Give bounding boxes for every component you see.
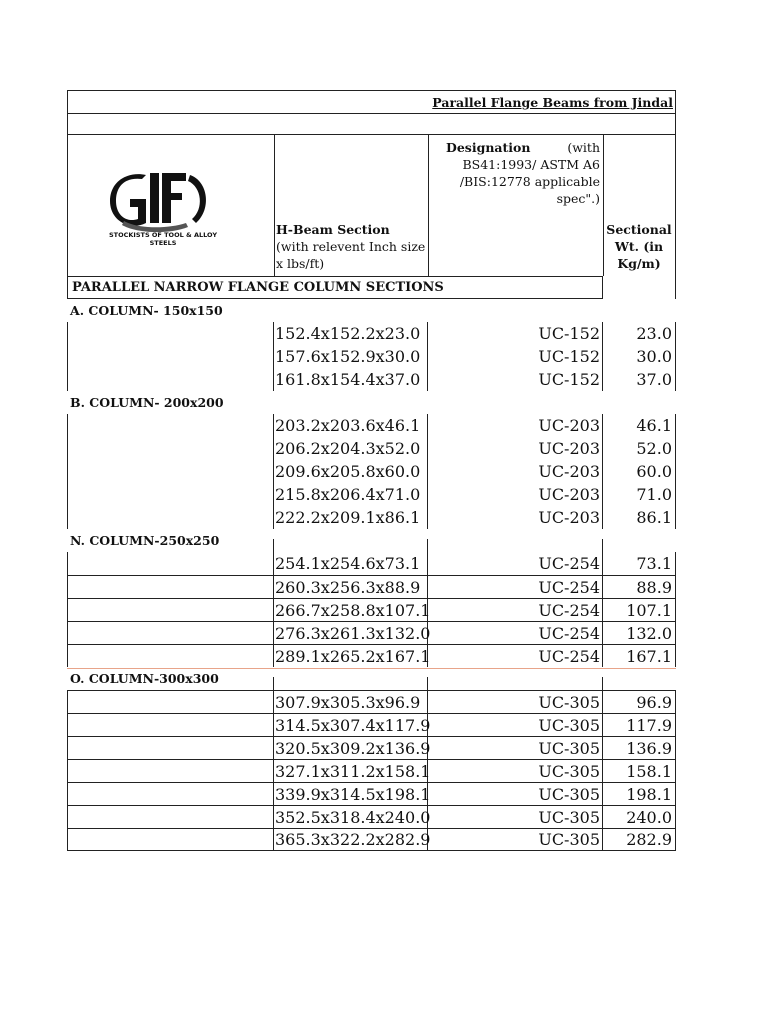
designation-header xyxy=(446,139,600,207)
spreadsheet xyxy=(67,90,676,851)
divider xyxy=(602,576,603,598)
section-size: 266.7x258.8x107.1 xyxy=(275,600,431,620)
sectional-weight: 158.1 xyxy=(626,761,672,781)
section-size: 161.8x154.4x37.0 xyxy=(275,370,421,389)
divider xyxy=(67,599,68,621)
divider xyxy=(602,414,603,437)
divider xyxy=(675,783,676,805)
designation: UC-152 xyxy=(538,370,600,389)
section-size: 215.8x206.4x71.0 xyxy=(275,485,421,504)
divider xyxy=(67,645,68,667)
divider xyxy=(602,714,603,736)
section-size: 157.6x152.9x30.0 xyxy=(275,347,421,366)
designation: UC-203 xyxy=(538,508,600,527)
divider xyxy=(273,414,274,437)
designation: UC-203 xyxy=(538,416,600,435)
table-row xyxy=(67,690,676,713)
divider xyxy=(273,714,274,736)
section-size: 314.5x307.4x117.9 xyxy=(275,715,431,735)
sectional-weight: 71.0 xyxy=(636,485,672,504)
group-label: N. COLUMN-250x250 xyxy=(70,533,220,548)
designation: UC-203 xyxy=(538,462,600,481)
table-row xyxy=(67,506,676,529)
section-size: 339.9x314.5x198.1 xyxy=(275,784,431,804)
divider xyxy=(675,760,676,782)
divider xyxy=(675,322,676,345)
sectional-weight: 30.0 xyxy=(636,347,672,366)
designation: UC-254 xyxy=(538,600,600,620)
sectional-weight: 198.1 xyxy=(626,784,672,804)
section-size: 254.1x254.6x73.1 xyxy=(275,554,421,573)
divider xyxy=(602,783,603,805)
divider xyxy=(427,437,428,460)
section-title-row xyxy=(67,276,676,299)
divider xyxy=(273,483,274,506)
designation: UC-254 xyxy=(538,623,600,643)
divider xyxy=(67,691,68,713)
section-size: 327.1x311.2x158.1 xyxy=(275,761,431,781)
divider xyxy=(67,806,68,828)
table-row xyxy=(67,575,676,598)
designation: UC-254 xyxy=(538,646,600,666)
divider xyxy=(675,599,676,621)
divider xyxy=(675,737,676,759)
designation: UC-254 xyxy=(538,577,600,597)
blank-row xyxy=(67,114,676,135)
divider xyxy=(675,691,676,713)
designation: UC-305 xyxy=(538,807,600,827)
section-size: 260.3x256.3x88.9 xyxy=(275,577,421,597)
designation: UC-254 xyxy=(538,554,600,573)
designation: UC-305 xyxy=(538,784,600,804)
table-row xyxy=(67,736,676,759)
divider xyxy=(67,322,68,345)
table-row xyxy=(67,552,676,575)
section-title-box xyxy=(67,276,603,299)
table-body xyxy=(67,299,676,851)
divider xyxy=(67,437,68,460)
designation: UC-305 xyxy=(538,761,600,781)
divider xyxy=(675,460,676,483)
divider xyxy=(602,460,603,483)
divider xyxy=(427,576,428,598)
section-size: 152.4x152.2x23.0 xyxy=(275,324,421,343)
divider xyxy=(67,414,68,437)
divider xyxy=(675,552,676,575)
divider xyxy=(602,599,603,621)
divider xyxy=(273,506,274,529)
divider xyxy=(427,414,428,437)
divider xyxy=(273,622,274,644)
divider xyxy=(67,737,68,759)
hbeam-header-bold: H-Beam Section xyxy=(276,222,390,237)
hbeam-header-rest: (with relevent Inch size x lbs/ft) xyxy=(276,239,426,271)
divider xyxy=(602,645,603,667)
designation: UC-203 xyxy=(538,439,600,458)
divider xyxy=(273,345,274,368)
sectional-weight: 107.1 xyxy=(626,600,672,620)
divider xyxy=(602,506,603,529)
divider xyxy=(67,483,68,506)
table-row xyxy=(67,414,676,437)
divider xyxy=(675,576,676,598)
divider xyxy=(273,760,274,782)
divider xyxy=(427,539,428,552)
designation: UC-305 xyxy=(538,692,600,712)
divider xyxy=(602,737,603,759)
divider xyxy=(602,539,603,552)
section-size: 289.1x265.2x167.1 xyxy=(275,646,431,666)
divider xyxy=(675,483,676,506)
divider xyxy=(427,483,428,506)
divider xyxy=(675,368,676,391)
group-label-row xyxy=(67,667,676,690)
section-size: 307.9x305.3x96.9 xyxy=(275,692,421,712)
divider xyxy=(273,677,274,690)
table-row xyxy=(67,483,676,506)
designation: UC-152 xyxy=(538,324,600,343)
divider xyxy=(675,414,676,437)
divider xyxy=(67,368,68,391)
group-label: O. COLUMN-300x300 xyxy=(70,671,219,686)
divider xyxy=(273,539,274,552)
section-size: 352.5x318.4x240.0 xyxy=(275,807,431,827)
divider xyxy=(427,345,428,368)
designation-header-with: (with xyxy=(567,140,600,155)
divider xyxy=(675,506,676,529)
designation: UC-305 xyxy=(538,715,600,735)
divider xyxy=(602,322,603,345)
divider xyxy=(273,599,274,621)
table-row xyxy=(67,460,676,483)
sectional-weight: 117.9 xyxy=(626,715,672,735)
section-size: 276.3x261.3x132.0 xyxy=(275,623,431,643)
sectional-weight: 282.9 xyxy=(626,830,672,849)
designation: UC-203 xyxy=(538,485,600,504)
divider xyxy=(602,345,603,368)
section-size: 203.2x203.6x46.1 xyxy=(275,416,421,435)
divider xyxy=(602,829,603,850)
table-row xyxy=(67,644,676,667)
divider xyxy=(428,135,429,276)
divider xyxy=(602,806,603,828)
sectional-weight: 86.1 xyxy=(636,508,672,527)
divider xyxy=(67,714,68,736)
table-row xyxy=(67,368,676,391)
divider xyxy=(273,552,274,575)
sectional-weight: 96.9 xyxy=(636,692,672,712)
divider xyxy=(675,622,676,644)
divider xyxy=(273,645,274,667)
divider xyxy=(675,645,676,667)
divider xyxy=(273,437,274,460)
sectional-wt-header: Sectional Wt. (in Kg/m) xyxy=(606,222,672,271)
sectional-weight: 23.0 xyxy=(636,324,672,343)
divider xyxy=(274,135,275,276)
section-size: 320.5x309.2x136.9 xyxy=(275,738,431,758)
divider xyxy=(273,783,274,805)
divider xyxy=(602,368,603,391)
company-logo xyxy=(108,169,228,259)
divider xyxy=(427,691,428,713)
group-label-row xyxy=(67,391,676,414)
designation-header-rest: BS41:1993/ ASTM A6 /BIS:12778 applicable spec".) xyxy=(459,157,600,206)
divider xyxy=(675,714,676,736)
group-label-row xyxy=(67,529,676,552)
designation: UC-152 xyxy=(538,347,600,366)
divider xyxy=(67,460,68,483)
table-row xyxy=(67,437,676,460)
divider xyxy=(427,677,428,690)
group-label: B. COLUMN- 200x200 xyxy=(70,395,224,410)
divider xyxy=(602,677,603,690)
divider xyxy=(273,806,274,828)
divider xyxy=(67,345,68,368)
divider xyxy=(67,506,68,529)
logo-text: STOCKISTS OF TOOL & ALLOY STEELS xyxy=(108,231,218,247)
designation-header-bold: Designation xyxy=(446,140,531,155)
divider xyxy=(273,576,274,598)
table-row xyxy=(67,828,676,851)
divider xyxy=(67,829,68,850)
divider xyxy=(675,345,676,368)
divider xyxy=(427,368,428,391)
sectional-weight: 52.0 xyxy=(636,439,672,458)
sectional-weight: 88.9 xyxy=(636,577,672,597)
divider xyxy=(602,622,603,644)
header-row xyxy=(67,135,676,276)
divider xyxy=(273,368,274,391)
table-row xyxy=(67,621,676,644)
sectional-weight: 46.1 xyxy=(636,416,672,435)
section-size: 365.3x322.2x282.9 xyxy=(275,830,431,849)
table-row xyxy=(67,345,676,368)
section-size: 222.2x209.1x86.1 xyxy=(275,508,421,527)
divider xyxy=(427,552,428,575)
divider xyxy=(427,460,428,483)
divider xyxy=(273,691,274,713)
divider xyxy=(602,691,603,713)
section-title: PARALLEL NARROW FLANGE COLUMN SECTIONS xyxy=(72,280,444,295)
group-label: A. COLUMN- 150x150 xyxy=(70,303,223,318)
table-row xyxy=(67,782,676,805)
divider xyxy=(675,437,676,460)
table-row xyxy=(67,598,676,621)
divider xyxy=(67,783,68,805)
section-size: 209.6x205.8x60.0 xyxy=(275,462,421,481)
divider xyxy=(602,483,603,506)
sectional-weight: 132.0 xyxy=(626,623,672,643)
divider xyxy=(67,622,68,644)
sectional-weight: 167.1 xyxy=(626,646,672,666)
sectional-weight: 73.1 xyxy=(636,554,672,573)
sectional-weight: 60.0 xyxy=(636,462,672,481)
title-row xyxy=(67,90,676,114)
group-label-row xyxy=(67,299,676,322)
divider xyxy=(602,760,603,782)
table-row xyxy=(67,713,676,736)
divider xyxy=(602,437,603,460)
sectional-weight: 37.0 xyxy=(636,370,672,389)
divider xyxy=(602,552,603,575)
divider xyxy=(67,576,68,598)
table-row xyxy=(67,759,676,782)
divider xyxy=(67,760,68,782)
divider xyxy=(427,506,428,529)
sheet-title: Parallel Flange Beams from Jindal xyxy=(432,94,673,110)
sectional-weight: 240.0 xyxy=(626,807,672,827)
divider xyxy=(675,829,676,850)
table-row xyxy=(67,805,676,828)
hbeam-header xyxy=(276,221,426,272)
divider xyxy=(273,322,274,345)
table-row xyxy=(67,322,676,345)
divider xyxy=(67,552,68,575)
divider xyxy=(675,806,676,828)
sectional-weight: 136.9 xyxy=(626,738,672,758)
divider xyxy=(273,460,274,483)
divider xyxy=(273,829,274,850)
divider xyxy=(273,737,274,759)
section-size: 206.2x204.3x52.0 xyxy=(275,439,421,458)
designation: UC-305 xyxy=(538,830,600,849)
divider xyxy=(675,276,676,299)
designation: UC-305 xyxy=(538,738,600,758)
divider xyxy=(427,322,428,345)
